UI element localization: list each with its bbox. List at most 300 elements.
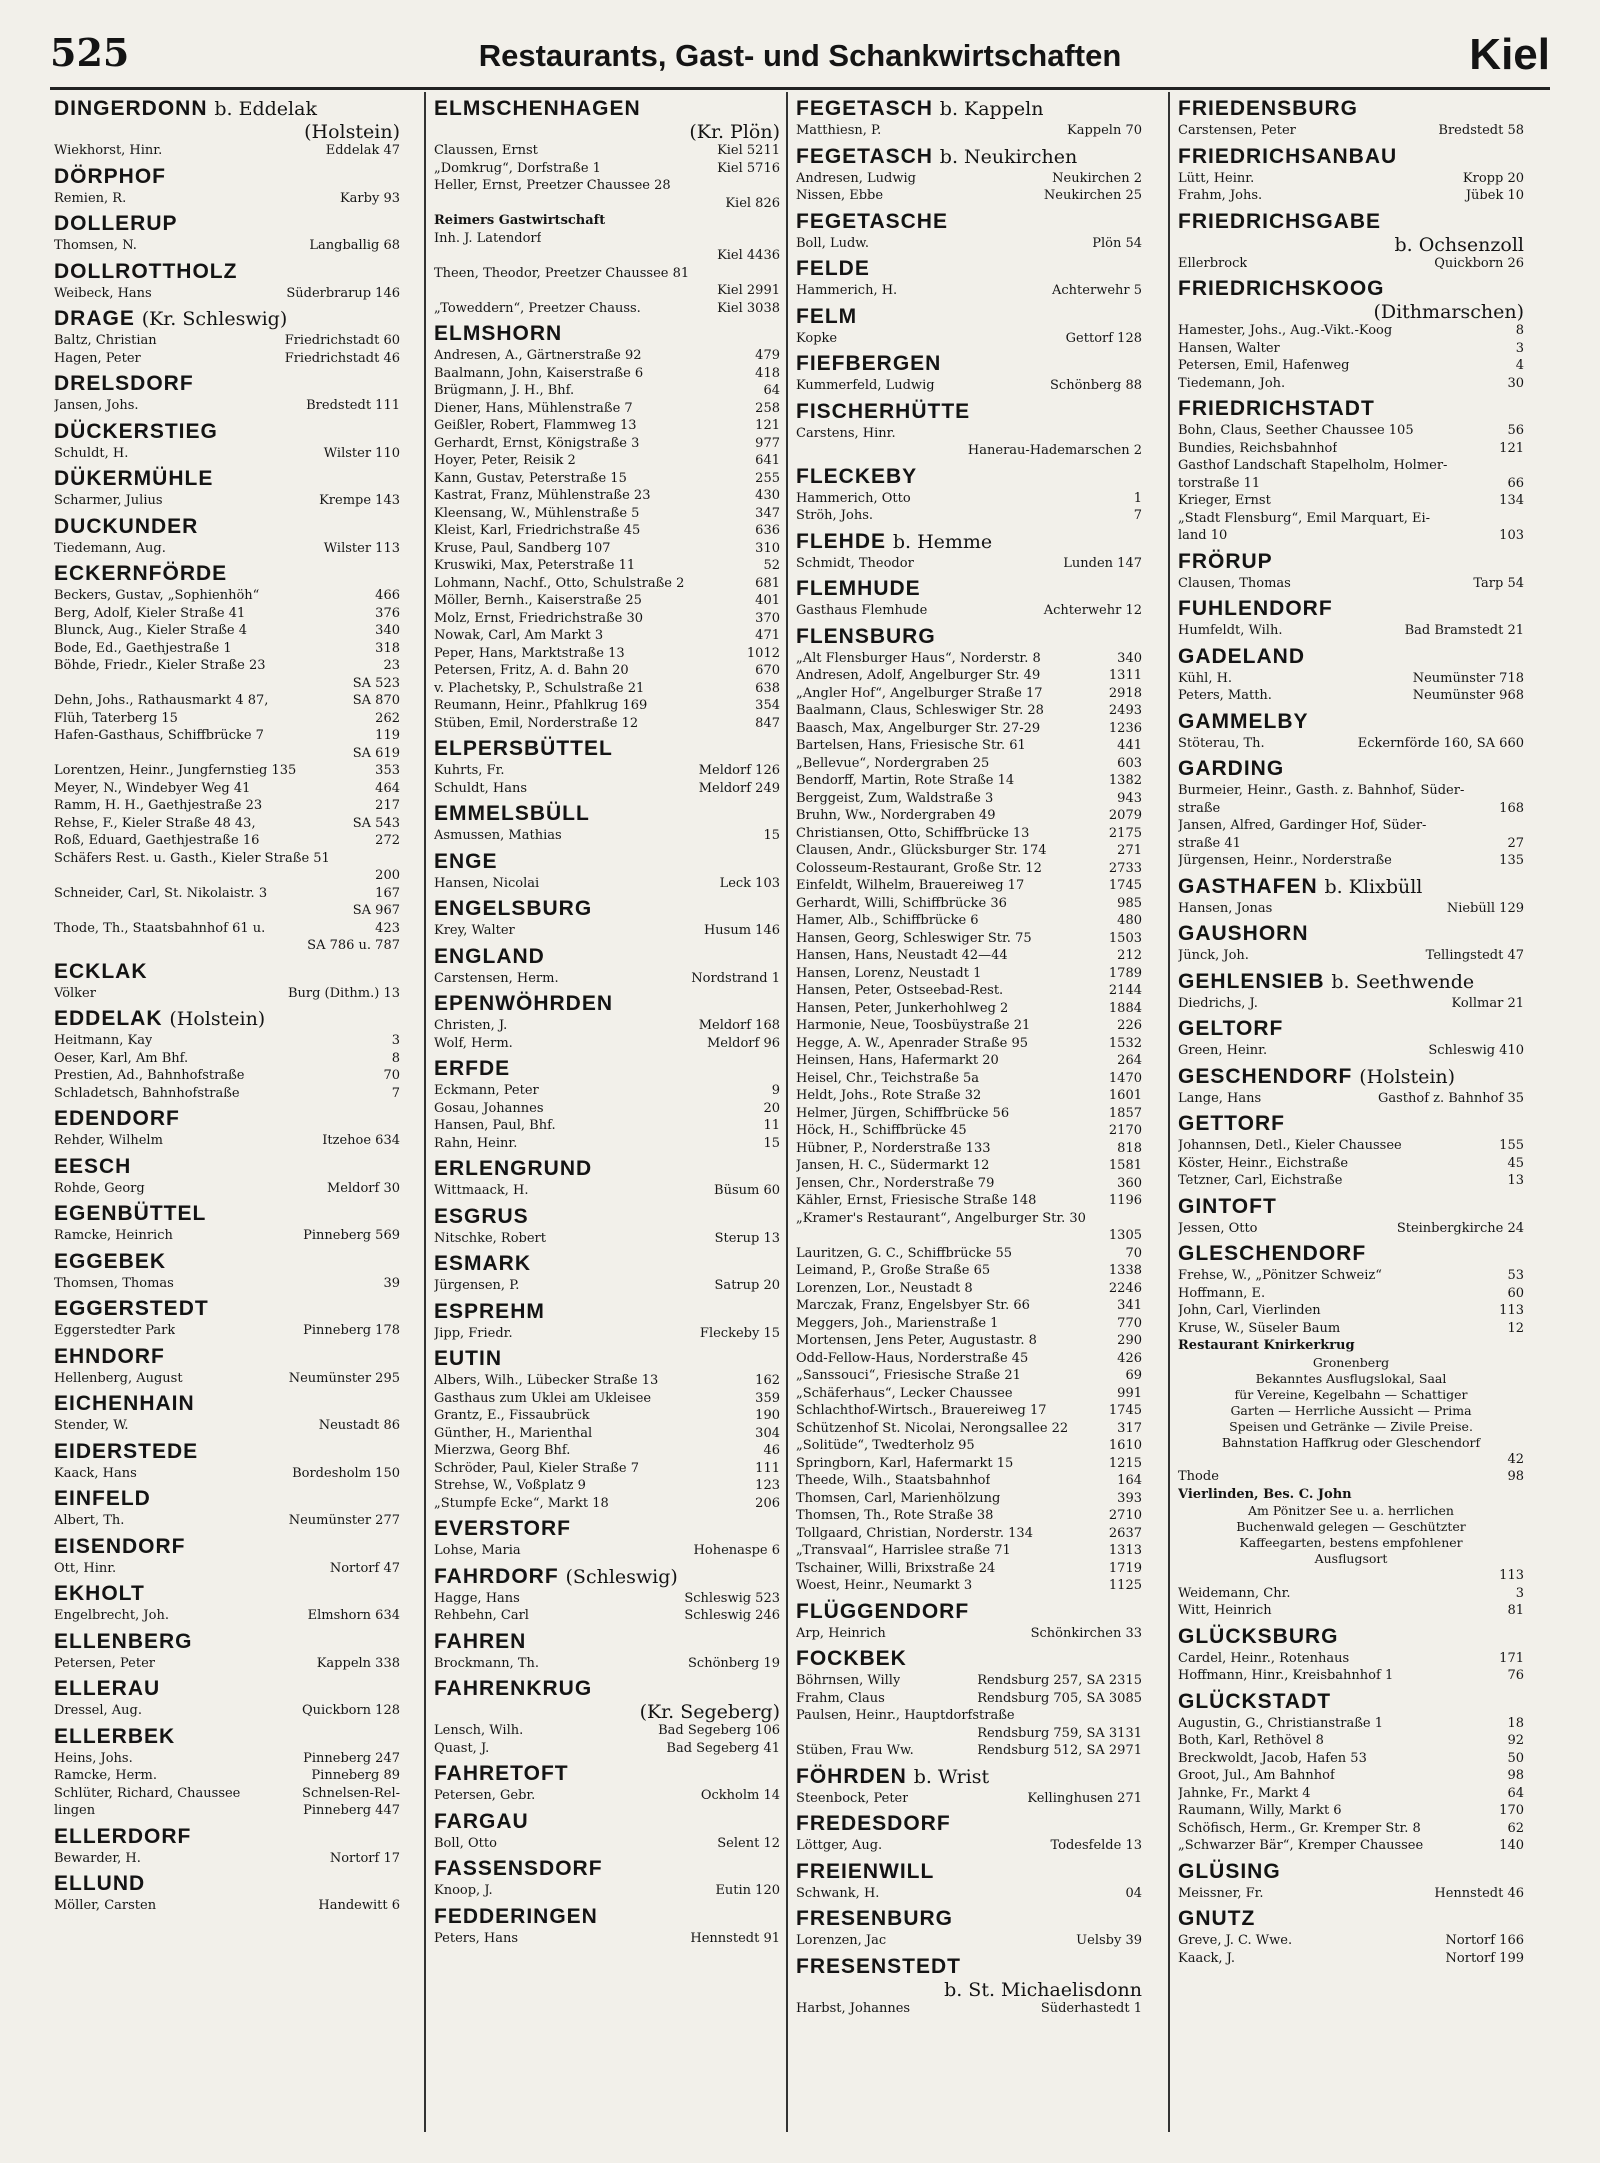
place-section [1178,969,1524,1013]
entry-name: Steenbock, Peter [796,1790,909,1806]
directory-entry [434,1277,780,1295]
place-heading [434,1516,780,1542]
place-section [796,1859,1142,1903]
entry-name: Harbst, Johannes [796,2000,911,2016]
entry-phone: 30 [1507,375,1524,391]
entry-phone: Bad Segeberg 41 [666,1740,780,1756]
directory-entry [796,555,1142,573]
entry-name: Hansen, Paul, Bhf. [434,1118,556,1133]
directory-entry [796,1315,1142,1333]
place-name: FELM [796,304,858,328]
place-heading [434,1251,780,1277]
directory-entry [796,1455,1142,1473]
directory-entry [434,1442,780,1460]
place-heading [54,1824,400,1850]
place-qualifier: (Schleswig) [565,1565,678,1588]
entry-name: Frahm, Johs. [1178,188,1263,203]
entry-name: Tschainer, Willi, Brixstraße 24 [796,1560,996,1576]
entry-name: Lorentzen, Heinr., Jungfernstieg 135 [54,763,297,778]
entry-phone: 359 [755,1390,780,1406]
entry-name: Stüben, Emil, Norderstraße 12 [434,715,639,731]
entry-name: Peters, Hans [434,1930,519,1946]
place-heading [54,514,400,540]
directory-entry [54,937,400,955]
directory-entry [54,832,400,850]
directory-entry [796,1625,1142,1643]
entry-phone: Nortorf 199 [1445,1950,1524,1966]
advertisement-line: Bahnstation Haffkrug oder Gleschendorf [1221,1434,1481,1450]
directory-entry [434,922,780,940]
entry-phone: Gasthof z. Bahnhof 35 [1377,1090,1524,1106]
entry-phone: 1313 [1108,1543,1142,1558]
entry-name: Kruse, W., Süseler Baum [1178,1320,1341,1336]
place-name: FLÜGGENDORF [796,1599,970,1623]
place-name: GADELAND [1178,644,1305,668]
directory-entry [54,780,400,798]
entry-name: Hansen, Lorenz, Neustadt 1 [796,965,982,981]
entry-name: Groot, Jul., Am Bahnhof [1178,1768,1335,1783]
entry-phone: Neumünster 295 [288,1370,400,1386]
place-heading [1178,1859,1524,1885]
entry-name: Matthiesn, P. [796,123,882,138]
place-section [1178,144,1524,205]
entry-name: Humfeldt, Wilh. [1178,623,1283,638]
entry-phone: 81 [1507,1603,1524,1618]
entry-phone: 217 [375,798,400,813]
entry-name: Asmussen, Mathias [434,828,562,843]
directory-entry [54,920,400,938]
directory-entry [434,1017,780,1035]
entry-phone: Eutin 120 [715,1883,780,1898]
place-heading [796,1599,1142,1625]
place-section [796,96,1142,140]
entry-name: Kleensang, W., Mühlenstraße 5 [434,505,640,521]
place-heading [434,991,780,1017]
entry-phone: Hohenaspe 6 [693,1543,780,1558]
entry-phone: Quickborn 128 [301,1703,400,1718]
entry-name: Heldt, Johs., Rote Straße 32 [796,1088,982,1103]
directory-entry [1178,1267,1524,1285]
entry-name: Krieger, Ernst [1178,493,1271,508]
entry-name: Petersen, Fritz, A. d. Bahn 20 [434,663,629,678]
entry-name: Mierzwa, Georg Bhf. [434,1443,571,1458]
place-heading [54,561,400,587]
place-section [796,304,1142,348]
directory-entry [796,1175,1142,1193]
place-section [1178,549,1524,593]
directory-entry [434,1835,780,1853]
directory-entry [1178,1567,1524,1585]
place-name: FRESENBURG [796,1907,954,1930]
entry-name: Kruswiki, Max, Peterstraße 11 [434,558,636,573]
place-section [54,1006,400,1102]
entry-phone: Bredstedt 58 [1438,123,1524,138]
entry-name: Petersen, Gebr. [434,1788,536,1803]
place-heading [1178,96,1524,122]
entry-phone: 140 [1499,1838,1524,1853]
entry-name: Schmidt, Theodor [796,555,914,571]
place-heading [434,1346,780,1372]
place-section [1178,1194,1524,1238]
entry-name: Krey, Walter [434,923,515,938]
place-name: FEDDERINGEN [434,1904,598,1928]
directory-entry [434,365,780,383]
place-heading [54,1296,400,1322]
directory-entry [54,1702,400,1720]
entry-phone: 18 [1507,1715,1524,1731]
entry-phone: Jübek 10 [1465,188,1524,203]
entry-phone: Karby 93 [339,190,400,206]
entry-phone: 340 [1117,650,1142,666]
directory-entry [796,720,1142,738]
directory-entry [796,235,1142,253]
place-name: FELDE [796,257,870,280]
directory-entry [54,1767,400,1785]
directory-entry [1178,510,1524,528]
entry-name: Frehse, W., „Pönitzer Schweiz“ [1178,1268,1382,1283]
place-qualifier: b. Klixbüll [1324,875,1423,898]
entry-phone: Bad Bramstedt 21 [1404,623,1524,638]
entry-name: Vierlinden, Bes. C. John [1178,1486,1352,1502]
place-qualifier: (Kr. Segeberg) [639,1701,780,1723]
place-section [1178,644,1524,705]
entry-name: Thode [1178,1469,1219,1484]
directory-entry [54,1850,400,1868]
place-name: GINTOFT [1178,1194,1277,1218]
place-section [796,1954,1142,2018]
directory-entry [1178,1932,1524,1950]
place-section [796,1906,1142,1950]
place-section [796,529,1142,573]
place-name: GNUTZ [1178,1907,1256,1930]
directory-entry [434,645,780,663]
directory-entry [796,685,1142,703]
directory-entry [54,1370,400,1388]
directory-entry [434,762,780,780]
entry-name: Möller, Carsten [54,1898,157,1913]
entry-phone: Gettorf 128 [1065,330,1142,346]
place-heading [54,1249,400,1275]
directory-entry [434,522,780,540]
directory-entry [54,867,400,885]
entry-phone: Wilster 110 [323,445,400,461]
entry-phone: Neukirchen 2 [1052,170,1142,186]
entry-phone: 770 [1117,1315,1142,1331]
entry-name: Johannsen, Detl., Kieler Chaussee [1178,1138,1402,1153]
entry-phone: 426 [1117,1350,1142,1366]
entry-name: Engelbrecht, Joh. [54,1608,169,1623]
entry-name: Lange, Hans [1178,1090,1262,1106]
place-qualifier: (Kr. Schleswig) [141,308,288,330]
entry-phone: Krempe 143 [319,493,400,508]
place-section [54,1676,400,1720]
directory-entry [54,815,400,833]
entry-name: Hoffmann, Hinr., Kreisbahnhof 1 [1178,1668,1394,1683]
entry-name: Heller, Ernst, Preetzer Chaussee 28 [434,178,671,193]
place-section [54,1201,400,1245]
place-heading [54,959,400,985]
entry-phone: Eckernförde 160, SA 660 [1357,735,1524,751]
directory-entry [434,505,780,523]
entry-phone: Bordesholm 150 [292,1465,400,1481]
entry-phone: 264 [1117,1053,1142,1068]
place-heading [434,1156,780,1182]
entry-phone: 135 [1499,853,1524,868]
place-heading [434,1761,780,1787]
directory-entry [796,1210,1142,1228]
directory-entry [54,1032,400,1050]
entry-phone: Schleswig 410 [1428,1043,1524,1058]
directory-entry [54,985,400,1003]
entry-phone: 641 [755,453,780,468]
place-section [796,1599,1142,1643]
place-name: EGGEBEK [54,1249,167,1273]
directory-entry [434,1372,780,1390]
directory-entry [54,1785,400,1803]
entry-phone: 1 [1133,490,1142,506]
place-qualifier: b. Wrist [913,1765,990,1788]
place-name: EISENDORF [54,1534,186,1558]
directory-entry [796,1420,1142,1438]
entry-name: Molz, Ernst, Friedrichstraße 30 [434,610,643,626]
entry-phone: 943 [1117,790,1142,806]
directory-entry [796,490,1142,508]
entry-phone: Kappeln 70 [1066,123,1142,138]
entry-name: Kühl, H. [1178,670,1233,686]
directory-entry [434,1117,780,1135]
entry-phone: Bredstedt 111 [306,398,400,413]
place-heading [1178,1689,1524,1715]
entry-phone: 2733 [1108,860,1142,876]
directory-entry [796,1472,1142,1490]
entry-name: Theede, Wilh., Staatsbahnhof [796,1473,991,1488]
entry-name: Rehse, F., Kieler Straße 48 43, [54,815,256,831]
entry-phone: 69 [1125,1368,1142,1383]
entry-phone: 13 [1507,1173,1524,1188]
directory-entry [54,540,400,558]
entry-name: „Domkrug“, Dorfstraße 1 [434,160,601,176]
place-section [796,464,1142,525]
entry-name: Arp, Heinrich [796,1625,886,1641]
entry-name: Kaack, Hans [54,1465,137,1481]
place-heading [54,1006,400,1032]
entry-phone: 441 [1117,738,1142,753]
place-name: GASTHAFEN [1178,874,1318,898]
place-name: FRESENSTEDT [796,1954,962,1978]
directory-entry [1178,255,1524,273]
entry-phone: SA 619 [352,745,400,761]
place-section [796,399,1142,460]
place-name: FRIEDRICHSTADT [1178,397,1375,420]
entry-phone: Tellingstedt 47 [1425,948,1524,963]
place-name: EGGERSTEDT [54,1297,209,1320]
directory-entry [1178,782,1524,800]
directory-entry [1178,800,1524,818]
entry-phone: Pinneberg 569 [303,1228,400,1243]
directory-entry [54,675,400,693]
entry-name: Geißler, Robert, Flammweg 13 [434,418,637,433]
place-section [54,1629,400,1673]
place-heading [1178,874,1524,900]
entry-phone: 2170 [1108,1123,1142,1138]
entry-name: Nitschke, Robert [434,1230,546,1246]
place-name: ELLUND [54,1872,146,1895]
entry-phone: 53 [1507,1268,1524,1283]
entry-phone: Leck 103 [719,875,780,891]
entry-phone: Nortorf 47 [329,1560,400,1576]
place-section [796,1811,1142,1855]
entry-name: Dressel, Aug. [54,1703,143,1718]
entry-name: Andresen, Ludwig [796,170,916,186]
place-section [54,1534,400,1578]
directory-entry [796,877,1142,895]
entry-phone: 1610 [1108,1438,1142,1453]
directory-entry [796,1140,1142,1158]
entry-name: Springborn, Karl, Hafermarkt 15 [796,1455,1014,1471]
entry-name: Diedrichs, J. [1178,995,1258,1011]
place-heading [434,849,780,875]
entry-name: Hübner, P., Norderstraße 133 [796,1140,991,1156]
entry-phone: 255 [755,470,780,486]
directory-entry [1178,1767,1524,1785]
entry-name: Baalmann, Claus, Schleswiger Str. 28 [796,703,1044,718]
directory-entry [54,1275,400,1293]
entry-name: Hellenberg, August [54,1370,183,1386]
entry-phone: 2175 [1108,825,1142,841]
entry-phone: 1601 [1108,1088,1142,1103]
entry-name: Heinsen, Hans, Hafermarkt 20 [796,1053,999,1068]
directory-entry [434,1477,780,1495]
directory-entry [434,400,780,418]
entry-phone: 70 [383,1068,400,1083]
place-name: FLEHDE [796,529,886,553]
entry-name: Ströh, Johs. [796,508,874,523]
entry-phone: 170 [1499,1803,1524,1818]
directory-entry [1178,1950,1524,1968]
directory-entry [434,662,780,680]
entry-phone: 119 [375,728,400,743]
entry-phone: 168 [1499,800,1524,816]
entry-name: Boll, Otto [434,1835,497,1851]
directory-entry [1178,170,1524,188]
directory-column-2 [428,92,786,2132]
place-heading [1178,709,1524,735]
entry-phone: 8 [391,1050,400,1066]
entry-name: Kopke [796,330,838,346]
entry-phone: Bad Segeberg 106 [658,1723,780,1738]
place-name: EUTIN [434,1347,502,1370]
entry-phone: 670 [755,663,780,678]
entry-name: lingen [54,1803,96,1818]
directory-entry [54,1067,400,1085]
entry-phone: 62 [1507,1820,1524,1836]
place-section [54,211,400,255]
entry-phone: SA 543 [352,815,400,831]
entry-phone: Hennstedt 91 [690,1930,780,1946]
directory-entry [796,1192,1142,1210]
place-heading [796,1954,1142,1980]
entry-name: Jessen, Otto [1178,1220,1258,1236]
directory-entry [1178,357,1524,375]
directory-entry [1178,440,1524,458]
place-name: FLEMHUDE [796,577,921,600]
directory-entry [54,797,400,815]
place-section [1178,1241,1524,1620]
entry-phone: Achterwehr 12 [1043,603,1142,618]
place-section [796,209,1142,253]
entry-phone: 2144 [1108,983,1142,998]
place-section [796,624,1142,1595]
entry-name: Hamer, Alb., Schiffbrücke 6 [796,913,979,928]
entry-name: Gosau, Johannes [434,1100,544,1116]
entry-name: Hansen, Georg, Schleswiger Str. 75 [796,930,1032,946]
entry-phone: Rendsburg 759, SA 3131 [977,1725,1142,1741]
entry-name: Diener, Hans, Mühlenstraße 7 [434,400,633,416]
place-heading [1178,644,1524,670]
place-heading [796,1811,1142,1837]
entry-phone: Meldorf 126 [698,763,780,778]
directory-entry [434,1325,780,1343]
place-heading [54,164,400,190]
directory-entry [54,237,400,255]
place-section [434,96,780,317]
entry-phone: 1196 [1108,1193,1142,1208]
directory-entry [796,1087,1142,1105]
place-section [434,1251,780,1295]
entry-name: Green, Heinr. [1178,1043,1268,1058]
entry-phone: 272 [375,833,400,848]
entry-name: Lensch, Wilh. [434,1723,524,1738]
directory-entry [1178,1285,1524,1303]
column-divider [1168,92,1170,2132]
place-section [434,1056,780,1152]
place-section [1178,756,1524,870]
place-heading [54,211,400,237]
place-heading [1178,276,1524,302]
directory-entry [796,1385,1142,1403]
entry-name: Burmeier, Heinr., Gasth. z. Bahnhof, Süder- [1178,783,1465,798]
entry-phone: 353 [375,763,400,778]
place-heading [54,1581,400,1607]
place-qualifier: b. St. Michaelisdonn [944,1978,1142,2001]
entry-name: Clausen, Andr., Glücksburger Str. 174 [796,843,1047,858]
place-qualifier: (Holstein) [1359,1065,1456,1088]
entry-phone: 818 [1117,1140,1142,1156]
directory-entry [434,1607,780,1625]
entry-name: Lorenzen, Lor., Neustadt 8 [796,1280,973,1296]
entry-phone: Satrup 20 [714,1278,780,1293]
advertisement-line: Am Pönitzer See u. a. herrlichen [1248,1503,1454,1518]
entry-name: Eckmann, Peter [434,1083,539,1098]
entry-name: Colosseum-Restaurant, Große Str. 12 [796,860,1042,876]
entry-name: Theen, Theodor, Preetzer Chaussee 81 [434,265,690,281]
entry-phone: 15 [763,1135,780,1151]
entry-phone: 1470 [1108,1070,1142,1086]
entry-phone: 121 [755,418,780,433]
entry-phone: 418 [755,365,780,381]
place-heading [796,399,1142,425]
directory-entry [1178,1137,1524,1155]
entry-name: „Alt Flensburger Haus“, Norderstr. 8 [796,650,1041,666]
entry-phone: 50 [1507,1750,1524,1766]
directory-entry [434,142,780,160]
entry-phone: SA 870 [352,693,400,708]
place-heading [1178,1064,1524,1090]
entry-name: Meissner, Fr. [1178,1885,1264,1901]
place-section [796,144,1142,205]
place-name: FRIEDENSBURG [1178,97,1359,120]
entry-name: Schneider, Carl, St. Nikolaistr. 3 [54,885,268,901]
